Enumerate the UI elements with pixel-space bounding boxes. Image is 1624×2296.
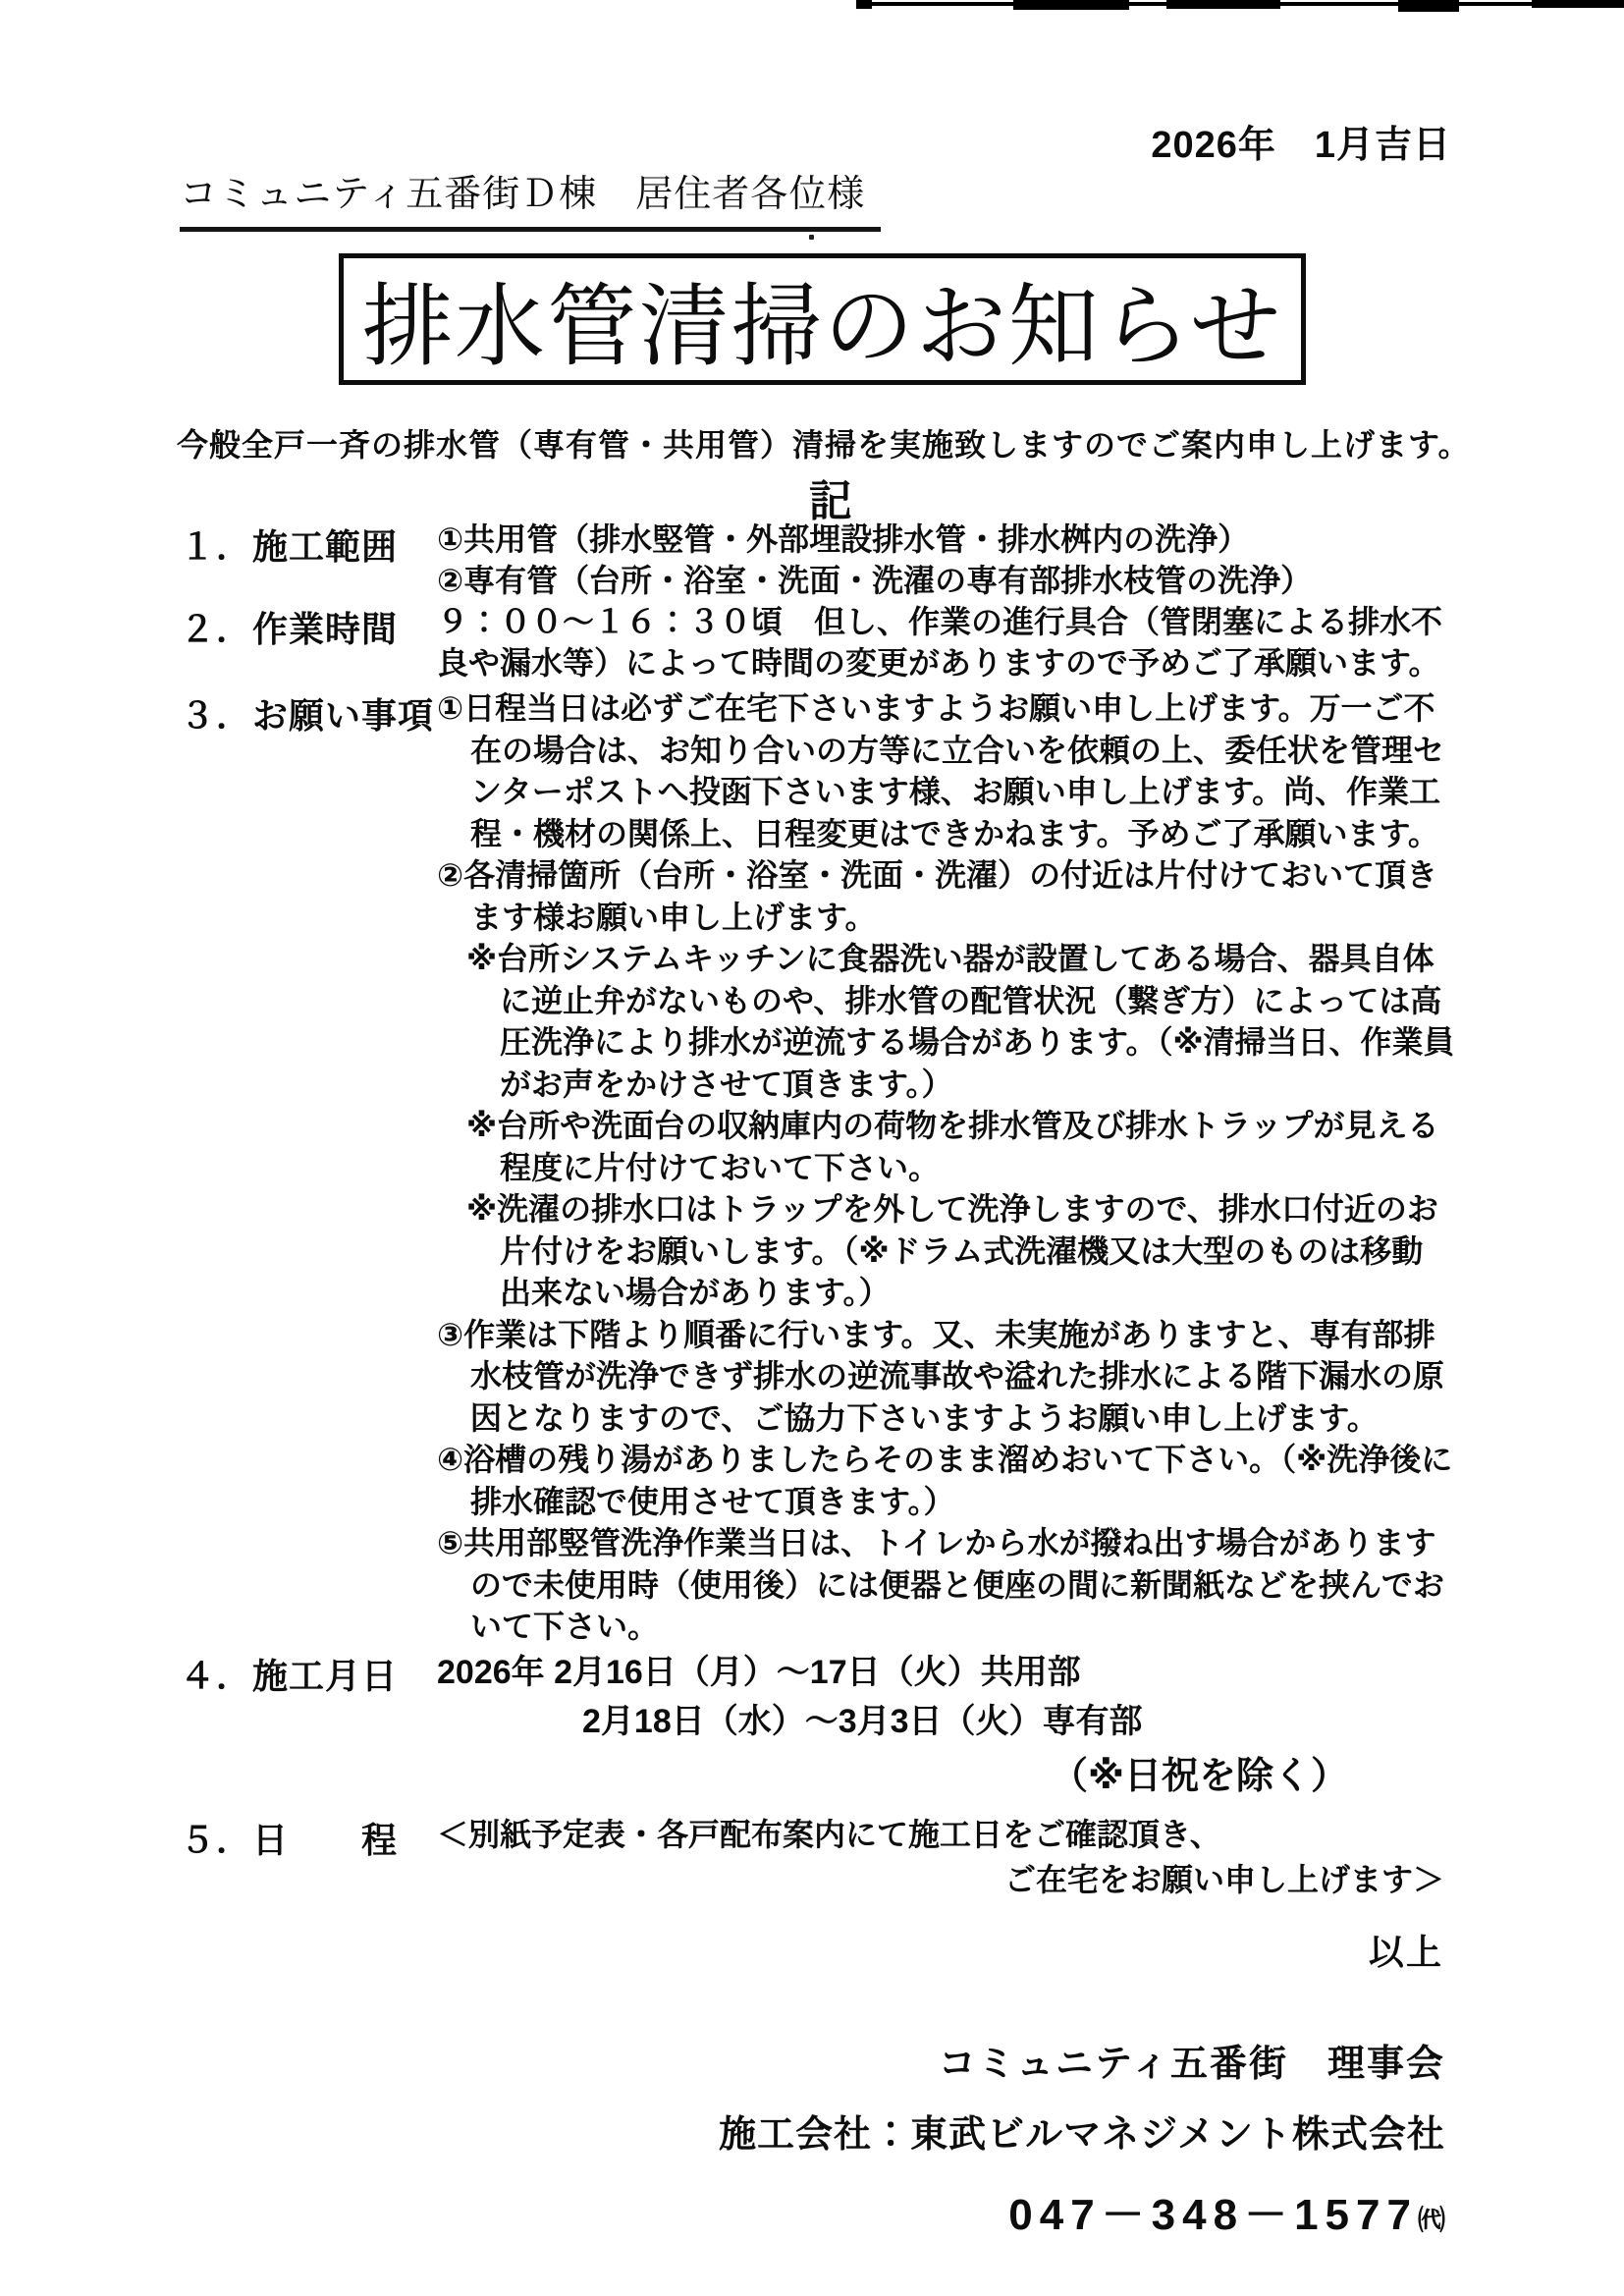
scan-artifact	[0, 0, 1624, 29]
section-line: 水枝管が洗浄できず排水の逆流事故や溢れた排水による階下漏水の原	[470, 1358, 1445, 1394]
signature-block	[719, 2033, 1445, 2242]
section-line: ②各清掃箇所（台所・浴室・洗面・洗濯）の付近は片付けておいて頂き	[437, 857, 1438, 893]
signature-organization: コミュニティ五番街 理事会	[938, 2044, 1445, 2085]
scan-artifact-blob	[856, 0, 872, 9]
section-label: １．施工範囲	[180, 526, 399, 567]
scan-artifact-blob	[1398, 0, 1459, 12]
section-requests	[180, 687, 1455, 1648]
section-body	[437, 601, 1442, 683]
section-line: ンターポストへ投函下さいます様、お願い申し上げます。尚、作業工	[470, 774, 1441, 809]
section-line: 片付けをお願いします。（※ドラム式洗濯機又は大型のものは移動	[500, 1232, 1424, 1269]
section-line: 圧洗浄により排水が逆流する場合があります。（※清掃当日、作業員	[500, 1024, 1455, 1060]
section-line: ご在宅をお願い申し上げます＞	[1004, 1862, 1445, 1897]
section-hours	[180, 601, 1442, 683]
section-label: ３．お願い事項	[180, 695, 435, 736]
section-line: ので未使用時（使用後）には便器と便座の間に新聞紙などを挟んでお	[470, 1566, 1445, 1603]
section-scope	[180, 519, 1312, 601]
section-label: ２．作業時間	[180, 609, 399, 649]
note-marker: 記	[809, 477, 854, 525]
section-line: ※洗濯の排水口はトラップを外して洗浄しますので、排水口付近のお	[466, 1191, 1438, 1227]
section-line: に逆止弁がないものや、排水管の配管状況（繋ぎ方）によっては高	[500, 982, 1442, 1018]
phone-number: 047－348－1577	[1008, 2191, 1418, 2239]
section-line: 在の場合は、お知り合いの方等に立合いを依頼の上、委任状を管理セ	[470, 732, 1445, 768]
closing-ijou: 以上	[1368, 1932, 1443, 1972]
scan-speck	[809, 235, 814, 240]
section-line: 程度に片付けておいて下さい。	[500, 1149, 941, 1185]
section-line: ②専有管（台所・浴室・洗面・洗濯の専有部排水枝管の洗浄）	[437, 563, 1313, 598]
section-dates	[180, 1648, 1348, 1801]
scan-artifact-blob	[1013, 0, 1129, 10]
section-label: ４．施工月日	[180, 1656, 399, 1696]
section-line: 2026年 2月16日（月）～17日（火）共用部	[437, 1654, 1081, 1691]
section-label: ５．日 程	[180, 1820, 399, 1860]
section-line: ＜別紙予定表・各戸配布案内にて施工日をご確認頂き、	[437, 1817, 1221, 1852]
title-box	[339, 253, 1306, 385]
signature-company: 施工会社：東武ビルマネジメント株式会社	[719, 2114, 1445, 2156]
scan-artifact-blob	[1166, 0, 1280, 9]
date-line: 2026年 1月吉日	[1151, 125, 1451, 166]
section-body	[437, 1812, 1444, 1902]
addressee: コミュニティ五番街Ｄ棟 居住者各位様	[180, 163, 881, 232]
section-line: 良や漏水等）によって時間の変更がありますので予めご了承願います。	[437, 645, 1440, 681]
section-line: ③作業は下階より順番に行います。又、未実施がありますと、専有部排	[437, 1316, 1435, 1352]
section-line: ※台所システムキッチンに食器洗い器が設置してある場合、器具自体	[466, 941, 1435, 976]
section-line: 2月18日（水）～3月3日（火）専有部	[582, 1703, 1143, 1740]
section-body	[437, 519, 1312, 601]
section-line: （※日祝を除く）	[1051, 1756, 1348, 1797]
section-line: 排水確認で使用させて頂きます。）	[470, 1483, 955, 1519]
phone-suffix: ㈹	[1417, 2205, 1445, 2235]
section-schedule	[180, 1812, 1444, 1902]
section-line: ⑤共用部竪管洗浄作業当日は、トイレから水が撥ね出す場合があります	[437, 1525, 1436, 1560]
section-line: ※台所や洗面台の収納庫内の荷物を排水管及び排水トラップが見える	[466, 1108, 1439, 1143]
signature-phone	[719, 2179, 1445, 2242]
section-line: ④浴槽の残り湯がありましたらそのまま溜めおいて下さい。（※洗浄後に	[437, 1442, 1453, 1477]
section-line: がお声をかけさせて頂きます。）	[500, 1066, 953, 1102]
section-line: 出来ない場合があります。）	[500, 1275, 891, 1310]
section-line: ①共用管（排水竪管・外部埋設排水管・排水桝内の洗浄）	[437, 521, 1250, 557]
section-line: ①日程当日は必ずご在宅下さいますようお願い申し上げます。万一ご不	[437, 690, 1435, 726]
section-body	[437, 1648, 1348, 1801]
section-line: 因となりますので、ご協力下さいますようお願い申し上げます。	[470, 1399, 1379, 1436]
section-line: ます様お願い申し上げます。	[470, 899, 877, 935]
page-title: 排水管清掃のお知らせ	[361, 277, 1283, 377]
section-body	[437, 687, 1455, 1648]
scan-artifact-blob	[1532, 0, 1624, 8]
intro-paragraph: 今般全戸一斉の排水管（専有管・共用管）清掃を実施致しますのでご案内申し上げます。	[177, 427, 1471, 463]
section-line: いて下さい。	[470, 1609, 660, 1644]
section-line: 程・機材の関係上、日程変更はできかねます。予めご了承願います。	[470, 815, 1439, 851]
section-line: ９：００～１６：３０頃 但し、作業の進行具合（管閉塞による排水不	[437, 604, 1443, 639]
